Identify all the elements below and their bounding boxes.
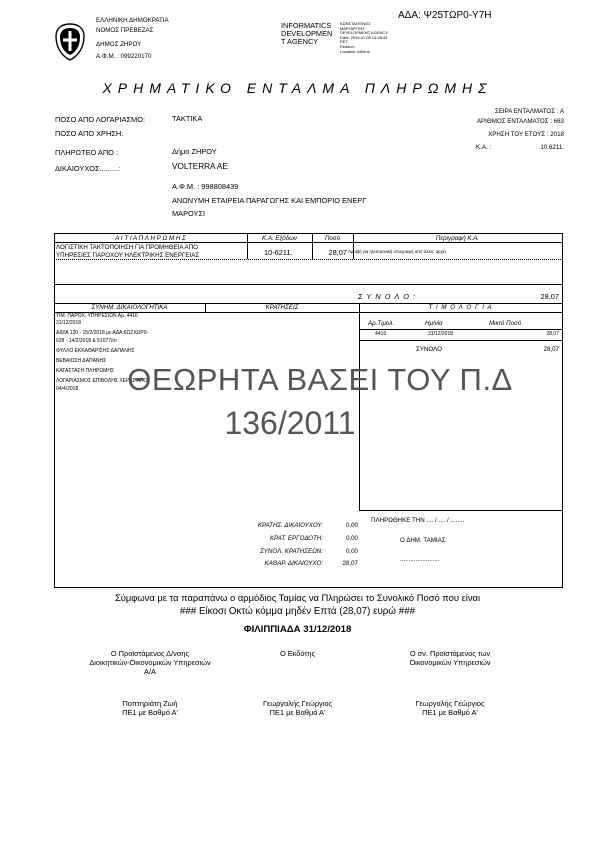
total-label: ΚΡΑΤΗΣ. ΔΙΚΑΙΟΥΧΟΥ: [257, 522, 323, 529]
aitia-line: ΥΠΗΡΕΣΙΕΣ ΠΑΡΟΧΟΥ ΗΛΕΚΤΡΙΚΗΣ ΕΝΕΡΓΕΙΑΣ [56, 252, 200, 259]
synolo-label: Σ Υ Ν Ο Λ Ο : [358, 292, 417, 301]
synolo-value: 28,07 [540, 292, 559, 301]
sig-director-title: Α/Α [144, 667, 156, 676]
stamp-detail-line: Date: 2019.01.08 13:28:45 [340, 34, 388, 40]
seira-entalmatos: ΣΕΙΡΑ ΕΝΤΑΛΜΑΤΟΣ : Α [494, 108, 564, 115]
perigrafi-ka: Αμοιβή για ηλεκτρονική υπογραφή από άλλες αρχές [348, 249, 447, 254]
footer-amount-words: ### Είκοσι Οκτώ κόμμα μηδέν Επτά (28,07) ευρώ ### [179, 606, 416, 617]
sig-rank: ΠΕ1 με Βαθμό Α' [122, 708, 178, 717]
synim-item: 31/12/2018 [56, 320, 82, 327]
sig-director-title: Ο Προϊστάμενος Δ/νσης [110, 649, 190, 658]
stamp-line: INFORMATICS [281, 21, 332, 30]
ada-number: ΑΔΑ: Ψ25ΤΩΡ0-Υ7Η [398, 10, 492, 21]
poso-logariasmo-value: ΤΑΚΤΙΚΑ [172, 114, 203, 123]
greek-emblem-icon [52, 22, 88, 62]
sig-director-title: Διοικητικών-Οικονομικών Υπηρεσιών [89, 658, 211, 667]
tim-header-date: Ημ/νία [425, 320, 443, 327]
col-ka-header: Κ.Α. Εξόδων [261, 235, 297, 242]
arithmos-entalmatos: ΑΡΙΘΜΟΣ ΕΝΤΑΛΜΑΤΟΣ : 663 [476, 118, 564, 125]
tim-synolo-label: ΣΥΝΟΛΟ [416, 346, 442, 353]
poso-value: 28,07 [328, 248, 347, 257]
synim-item: ΛΟΓΑΡΙΑΣΜΟΣ ΕΠΙΒΟΛΗΣ ΧΕΡΑΣ ΑΠΟ [56, 378, 148, 385]
tim-header-amount: Μικτό Ποσό [489, 320, 522, 327]
col-kratiseis-header: ΚΡΑΤΗΣΕΙΣ [265, 304, 299, 311]
watermark-line: ΘΕΩΡΗΤΑ ΒΑΣΕΙ ΤΟΥ Π.Δ [127, 362, 513, 397]
col-synim-header: ΣΥΝΗΜ. ΔΙΚΑΙΟΛΟΓΗΤΙΚΑ [91, 304, 168, 311]
stamp-detail-line: DEVELOPMENT AGENCY [340, 30, 388, 36]
stamp-line: T AGENCY [281, 37, 319, 46]
synim-item: ΒΕΒΑΙΩΣΗ ΔΑΠΑΝΗΣ [56, 358, 107, 365]
stamp-detail-line: ΚΩΝΣΤΑΝΤΙΝΟΣ [340, 21, 371, 26]
total-value: 0,00 [345, 535, 358, 542]
sig-economic-title: Ο σν. Προϊστάμενος των [409, 649, 491, 658]
plirotео-label: ΠΛΗΡΩΤΕΟ ΑΠΟ : [55, 148, 119, 157]
stamp-detail-line: Reason: [340, 43, 355, 49]
poso-logariasmo-label: ΠΟΣΟ ΑΠΟ ΛΟΓΑΡΙΑΣΜΟ: [55, 115, 145, 124]
ka-label: Κ.Α. : [476, 144, 492, 151]
stamp-line: DEVELOPMEN [281, 29, 333, 38]
total-label: ΣΥΝΟΛ. ΚΡΑΤΗΣΕΩΝ: [260, 548, 323, 555]
dikaiouxos-afm: Α.Φ.Μ. : 998808439 [172, 182, 239, 191]
synim-item: 04/4/2018 [56, 385, 79, 392]
col-timologia-header: Τ Ι Μ Ο Λ Ο Γ Ι Α [428, 304, 493, 311]
sig-rank: ΠΕ1 με Βαθμό Α' [422, 708, 478, 717]
digital-signature-stamp [281, 22, 332, 46]
footer-instruction: Σύμφωνα με τα παραπάνω ο αρμόδιος Ταμίας να Πληρώσει το Συνολικό Ποσό που είναι [114, 592, 481, 603]
ka-value: 10.6211. [540, 144, 564, 151]
tamias-label: Ο ΔΗΜ. ΤΑΜΙΑΣ [400, 537, 446, 544]
tamias-signature-line: ....................... [400, 556, 440, 563]
dikaiouxos-city: ΜΑΡΟΥΣΙ [172, 209, 206, 218]
sig-name: Γεωργαλής Γεώργιος [415, 699, 485, 708]
stamp-details [340, 22, 388, 54]
synim-item: 628 - 14/2/2018 & 51077/σι [56, 337, 117, 344]
watermark-line: 136/2011 [224, 405, 356, 441]
dikaiouxos-label: ΔΙΚΑΙΟΥΧΟΣ.........: [55, 164, 121, 173]
aitia-line: ΛΟΓΙΣΤΙΚΗ ΤΑΚΤΟΠΟΙΗΣΗ ΓΙΑ ΠΡΟΜΗΘΕΙΑ ΑΠΟ [56, 244, 198, 251]
tim-row-amount: 28,07 [546, 331, 559, 337]
total-value: 0,00 [345, 522, 358, 529]
sig-rank: ΠΕ1 με Βαθμό Α' [269, 708, 326, 717]
header-afm: Α.Φ.Μ. : 099220170 [96, 53, 152, 60]
tim-header-ar: Αρ.Τιμολ. [368, 320, 395, 327]
col-perigrafi-header: Περιγραφή Κ.Α. [435, 235, 480, 242]
total-value: 28,07 [342, 560, 358, 567]
total-label: ΚΡΑΤ. ΕΡΓΟΔΟΤΗ: [269, 535, 323, 542]
tim-row-date: 31/12/2018 [428, 331, 454, 337]
col-aitia-header: Α Ι Τ Ι Α Π Λ Η Ρ Ω Μ Η Σ [115, 235, 186, 242]
tim-synolo-value: 28,07 [543, 346, 559, 353]
tim-row-number: 4416 [375, 331, 387, 337]
document-title: ΧΡΗΜΑΤΙΚΟ ΕΝΤΑΛΜΑ ΠΛΗΡΩΜΗΣ [102, 80, 493, 96]
ka-code: 10-6211. [264, 248, 293, 257]
col-poso-header: Ποσό [324, 235, 341, 242]
footer-place-date: ΦΙΛΙΠΠΙΑΔΑ 31/12/2018 [243, 624, 352, 635]
header-prefecture: ΝΟΜΟΣ ΠΡΕΒΕΖΑΣ [96, 27, 154, 34]
total-value: 0,00 [345, 548, 358, 555]
sig-name: Ποπτηριάτη Ζωή [122, 699, 178, 708]
stamp-detail-line: EET [340, 39, 348, 45]
xrisi-etous: ΧΡΗΣΗ ΤΟΥ ΕΤΟΥΣ : 2018 [488, 131, 564, 138]
sig-issuer-title: Ο Εκδότης [279, 649, 316, 658]
plirothike-date: ΠΛΗΡΩΘΗΚΕ ΤΗΝ .... / .... / ........ [371, 517, 465, 524]
plirotео-value: Δήμο ΖΗΡΟΥ [172, 147, 217, 156]
synim-item: ΑΔΥΑ 120 - 15/2/2018 με ΑΔΑ:6ΩΖΧΩΡ0- [56, 330, 149, 337]
stamp-detail-line: Location: Athens [340, 48, 370, 54]
sig-economic-title: Οικονομικών Υπηρεσιών [409, 658, 491, 667]
header-municipality: ΔΗΜΟΣ ΖΗΡΟΥ [96, 41, 142, 48]
dikaiouxos-description: ΑΝΩΝΥΜΗ ΕΤΑΙΡΕΙΑ ΠΑΡΑΓΩΓΗΣ ΚΑΙ ΕΜΠΟΡΙΟ ΕΝΕΡΓ [172, 196, 367, 205]
synim-item: ΚΑΤΑΣΤΑΣΗ ΠΛΗΡΩΜΗΣ [56, 368, 115, 375]
synim-item: ΤΙΜ. ΠΑΡΟΧ. ΥΠΗΡΕΣΙΩΝ Αρ. 4416 [56, 313, 138, 319]
sig-name: Γεωργαλής Γεώργιος [262, 699, 333, 708]
stamp-detail-line: ΜΑΡΓΑΡΙΤΗΣ [340, 25, 365, 31]
synim-item: ΦΥΛΛΟ ΕΚΚΑΘΑΡΙΣΗΣ ΔΑΠΑΝΗΣ [56, 347, 135, 354]
header-country: ΕΛΛΗΝΙΚΗ ΔΗΜΟΚΡΑΤΙΑ [96, 17, 169, 24]
dikaiouxos-value: VOLTERRA AE [172, 162, 228, 171]
poso-xrisi-label: ΠΟΣΟ ΑΠΟ ΧΡΗΣΗ: [55, 129, 124, 138]
total-label: ΚΑΘΑΡ. ΔΙΚΑΙΟΥΧΟ: [264, 560, 323, 567]
